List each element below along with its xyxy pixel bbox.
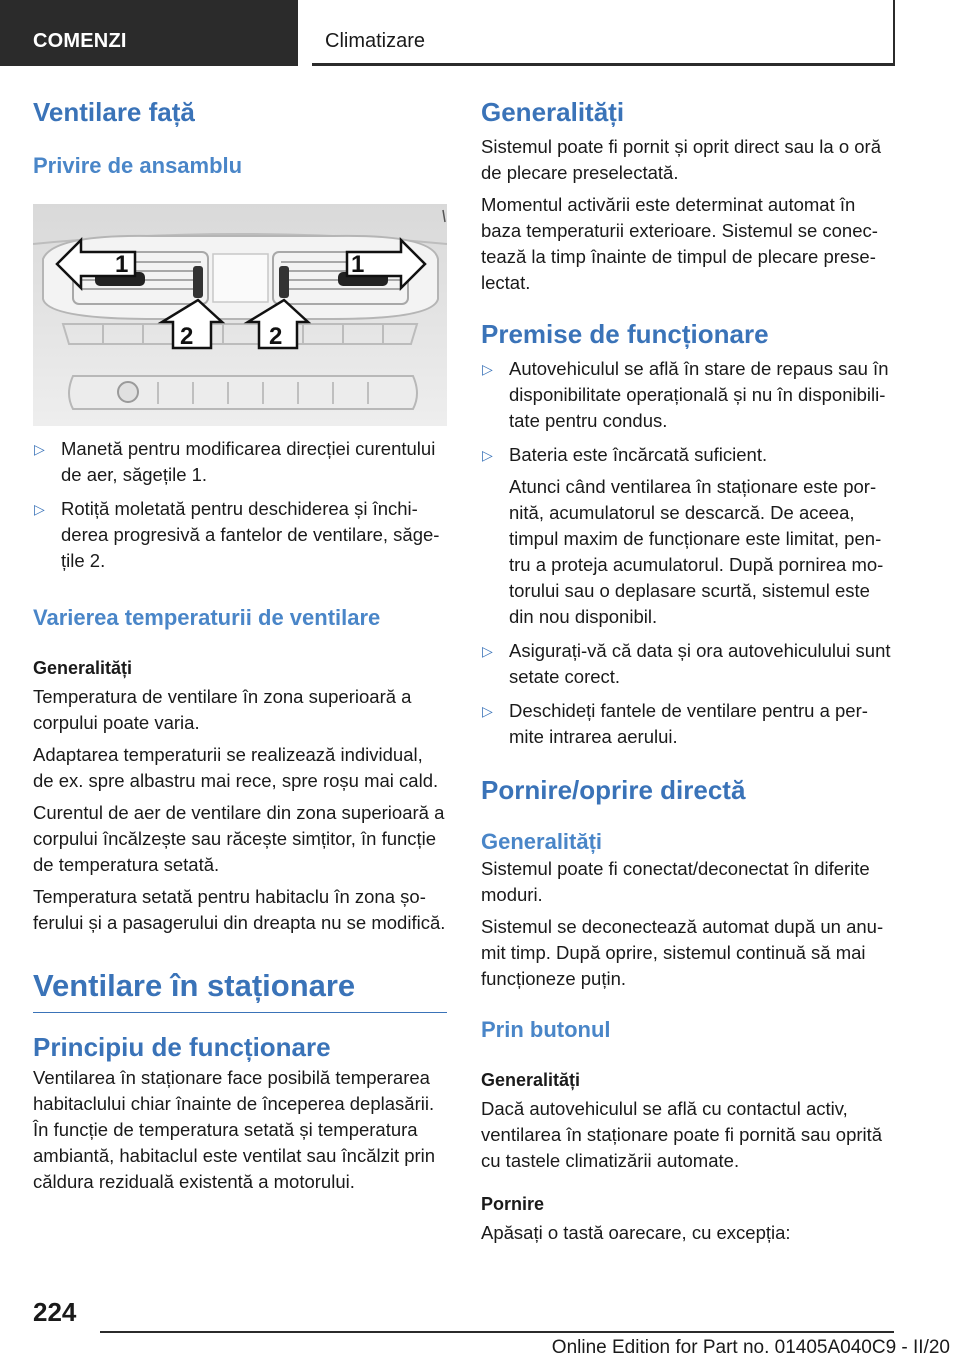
left-column	[33, 96, 447, 1195]
paragraph: Adaptarea temperaturii se realizează individual, de ex. spre albastru mai rece, spre roșu mai cald.	[33, 744, 439, 791]
paragraph: Temperatura de ventilare în zona superioară a corpului poate varia.	[33, 686, 412, 733]
paragraph: Temperatura setată pentru habitaclu în zona șoferului și a pasagerului din dreapta nu se modifică.	[33, 886, 446, 933]
svg-text:2: 2	[180, 323, 194, 350]
triangle-bullet-icon: ▷	[34, 441, 45, 457]
heading-premise: Premise de funcționare	[481, 319, 769, 349]
heading-generalitati: Generalități	[33, 658, 133, 678]
dashboard-vents-figure	[33, 204, 447, 426]
footer-edition: Online Edition for Part no. 01405A040C9 - II/20	[551, 1337, 950, 1358]
paragraph: Sistemul poate fi conectat/deconectat în diferite moduri.	[481, 858, 870, 905]
heading-ventilare-stationare: Ventilare în staționare	[33, 966, 447, 1013]
list-item: ▷ Bateria este încărcată suficient. Atunci când ventilarea în staționare este pornită, acumulatorul se descarcă. De aceea, timpul maxim de funcționare este limitat, pentru a proteja acumulatorul. După pornirea motorului sau o deplasare scurtă, sistemul este din nou disponibil.	[481, 442, 895, 630]
triangle-bullet-icon: ▷	[482, 703, 493, 719]
paragraph: Momentul activării este determinat automat în baza temperaturii exterioare. Sistemul se conectează la timp înainte de timpul de plecare preselectat.	[481, 194, 878, 293]
overview-list	[33, 436, 447, 574]
paragraph: Sistemul se deconectează automat după un anumit timp. După oprire, sistemul continuă să mai funcționeze puțin.	[481, 916, 884, 989]
triangle-bullet-icon: ▷	[34, 501, 45, 517]
heading-ventilare-fata: Ventilare față	[33, 97, 195, 127]
list-item: ▷ Deschideți fantele de ventilare pentru a permite intrarea aerului.	[482, 700, 868, 747]
svg-text:2: 2	[269, 323, 283, 350]
heading-privire-ansamblu: Privire de ansamblu	[33, 153, 243, 178]
triangle-bullet-icon: ▷	[482, 361, 493, 377]
triangle-bullet-icon: ▷	[482, 447, 493, 463]
page-number: 224	[33, 1297, 77, 1327]
section-tab: COMENZI	[0, 0, 298, 66]
paragraph: Sistemul poate fi pornit și oprit direct sau la o oră de plecare preselectată.	[481, 136, 881, 183]
right-column	[481, 96, 895, 1246]
paragraph: Ventilarea în staționare face posibilă temperarea habitaclului chiar înainte de începerea deplasării. În funcție de temperatura setată și temperatura ambiantă, habitaclul este ventilat sau încălzit prin căldura reziduală existentă a motorului.	[33, 1067, 436, 1192]
paragraph: Dacă autovehiculul se află cu contactul activ, ventilarea în staționare poate fi pornită sau oprită cu tastele climatizării automate.	[481, 1098, 883, 1171]
footer-rule	[100, 1331, 894, 1333]
heading-generalitati: Generalități	[481, 97, 625, 127]
heading-generalitati: Generalități	[481, 1070, 581, 1090]
heading-pornire-oprire: Pornire/oprire directă	[481, 775, 746, 805]
heading-pornire: Pornire	[481, 1194, 545, 1214]
paragraph: Curentul de aer de ventilare din zona superioară a corpului încălzește sau răcește simțitor, în funcție de temperatura setată.	[33, 802, 445, 875]
svg-text:1: 1	[115, 251, 129, 278]
chapter-title: Climatizare	[312, 0, 893, 63]
list-item: ▷ Rotiță moletată pentru deschiderea și închiderea progresivă a fantelor de ventilare, săgețile 2.	[34, 498, 440, 571]
list-item: ▷ Autovehiculul se află în stare de repaus sau în disponibilitate operațională și nu în disponibilitate pentru condus.	[482, 358, 889, 431]
vents-illustration	[33, 204, 447, 426]
heading-prin-butonul: Prin butonul	[481, 1017, 611, 1042]
premise-list	[481, 356, 895, 750]
paragraph: Apăsați o tastă oarecare, cu excepția:	[481, 1222, 791, 1243]
heading-generalitati: Generalități	[481, 829, 603, 854]
list-item: ▷ Manetă pentru modificarea direcției curentului de aer, săgețile 1.	[34, 438, 436, 485]
heading-principiu: Principiu de funcționare	[33, 1032, 331, 1062]
heading-variere: Varierea temperaturii de ventilare	[33, 605, 381, 630]
note-paragraph: Atunci când ventilarea în staționare este pornită, acumulatorul se descarcă. De aceea, timpul maxim de funcționare este limitat, pentru a proteja acumulatorul. După pornirea motorului sau o deplasare scurtă, sistemul este din nou disponibil.	[509, 476, 884, 627]
triangle-bullet-icon: ▷	[482, 643, 493, 659]
page-header	[0, 0, 960, 66]
chapter-tab	[312, 0, 895, 66]
list-item: ▷ Asigurați-vă că data și ora autovehiculului sunt setate corect.	[482, 640, 891, 687]
svg-text:1: 1	[351, 251, 365, 278]
